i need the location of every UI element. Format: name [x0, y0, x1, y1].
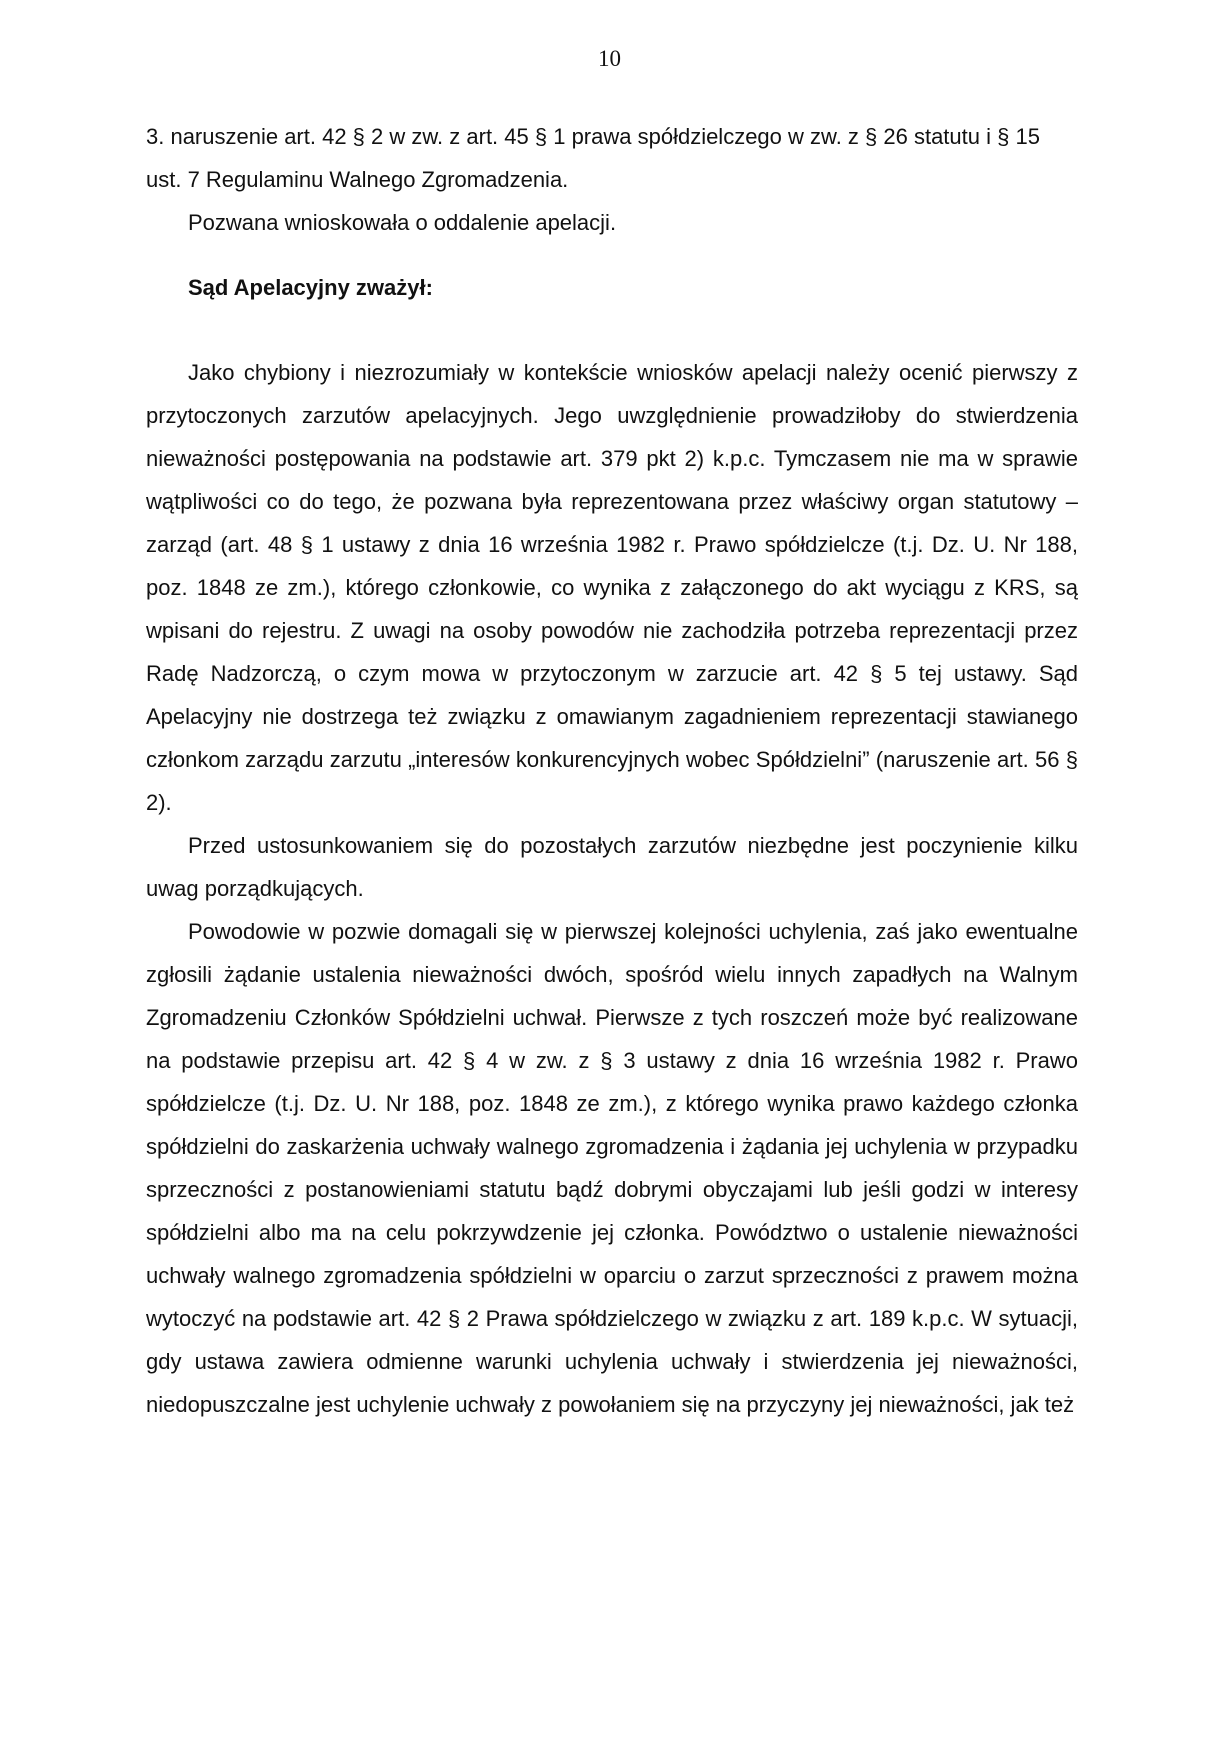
paragraph-first-objection: Jako chybiony i niezrozumiały w kontekście wniosków apelacji należy ocenić pierwszy z przytoczonych zarzutów apelacyjnych. Jego uwzględnienie prowadziłoby do stwierdzenia nieważności postępowania na podstawie art. 379 pkt 2) k.p.c. Tymczasem nie ma w sprawie wątpliwości co do tego, że pozwana była reprezentowana przez właściwy organ statutowy – zarząd (art. 48 § 1 ustawy z dnia 16 września 1982 r. Prawo spółdzielcze (t.j. Dz. U. Nr 188, poz. 1848 ze zm.), którego członkowie, co wynika z załączonego do akt wyciągu z KRS, są wpisani do rejestru. Z uwagi na osoby powodów nie zachodziła potrzeba reprezentacji przez Radę Nadzorczą, o czym mowa w przytoczonym w zarzucie art. 42 § 5 tej ustawy. Sąd Apelacyjny nie dostrzega też związku z omawianym zagadnieniem reprezentacji stawianego członkom zarządu zarzutu „interesów konkurencyjnych wobec Spółdzielni” (naruszenie art. 56 § 2).: [146, 360, 1078, 815]
list-item: 3. naruszenie art. 42 § 2 w zw. z art. 45 § 1 prawa spółdzielczego w zw. z § 26 statutu i § 15 ust. 7 Regulaminu Walnego Zgromadzenia.: [146, 124, 1040, 192]
paragraph-preliminary-remarks: Przed ustosunkowaniem się do pozostałych zarzutów niezbędne jest poczynienie kilku uwag porządkujących.: [146, 833, 1078, 901]
document-body: [146, 115, 1078, 1426]
paragraph-claims: Powodowie w pozwie domagali się w pierwszej kolejności uchylenia, zaś jako ewentualne zgłosili żądanie ustalenia nieważności dwóch, spośród wielu innych zapadłych na Walnym Zgromadzeniu Członków Spółdzielni uchwał. Pierwsze z tych roszczeń może być realizowane na podstawie przepisu art. 42 § 4 w zw. z § 3 ustawy z dnia 16 września 1982 r. Prawo spółdzielcze (t.j. Dz. U. Nr 188, poz. 1848 ze zm.), z którego wynika prawo każdego członka spółdzielni do zaskarżenia uchwały walnego zgromadzenia i żądania jej uchylenia w przypadku sprzeczności z postanowieniami statutu bądź dobrymi obyczajami lub jeśli godzi w interesy spółdzielni albo ma na celu pokrzywdzenie jej członka. Powództwo o ustalenie nieważności uchwały walnego zgromadzenia spółdzielni w oparciu o zarzut sprzeczności z prawem można wytoczyć na podstawie art. 42 § 2 Prawa spółdzielczego w związku z art. 189 k.p.c. W sytuacji, gdy ustawa zawiera odmienne warunki uchylenia uchwały i stwierdzenia jej nieważności, niedopuszczalne jest uchylenie uchwały z powołaniem się na przyczyny jej nieważności, jak też: [146, 919, 1078, 1417]
page-number: 10: [598, 46, 621, 71]
paragraph-respondent-motion: Pozwana wnioskowała o oddalenie apelacji.: [188, 210, 617, 235]
section-heading: Sąd Apelacyjny zważył:: [188, 275, 433, 300]
